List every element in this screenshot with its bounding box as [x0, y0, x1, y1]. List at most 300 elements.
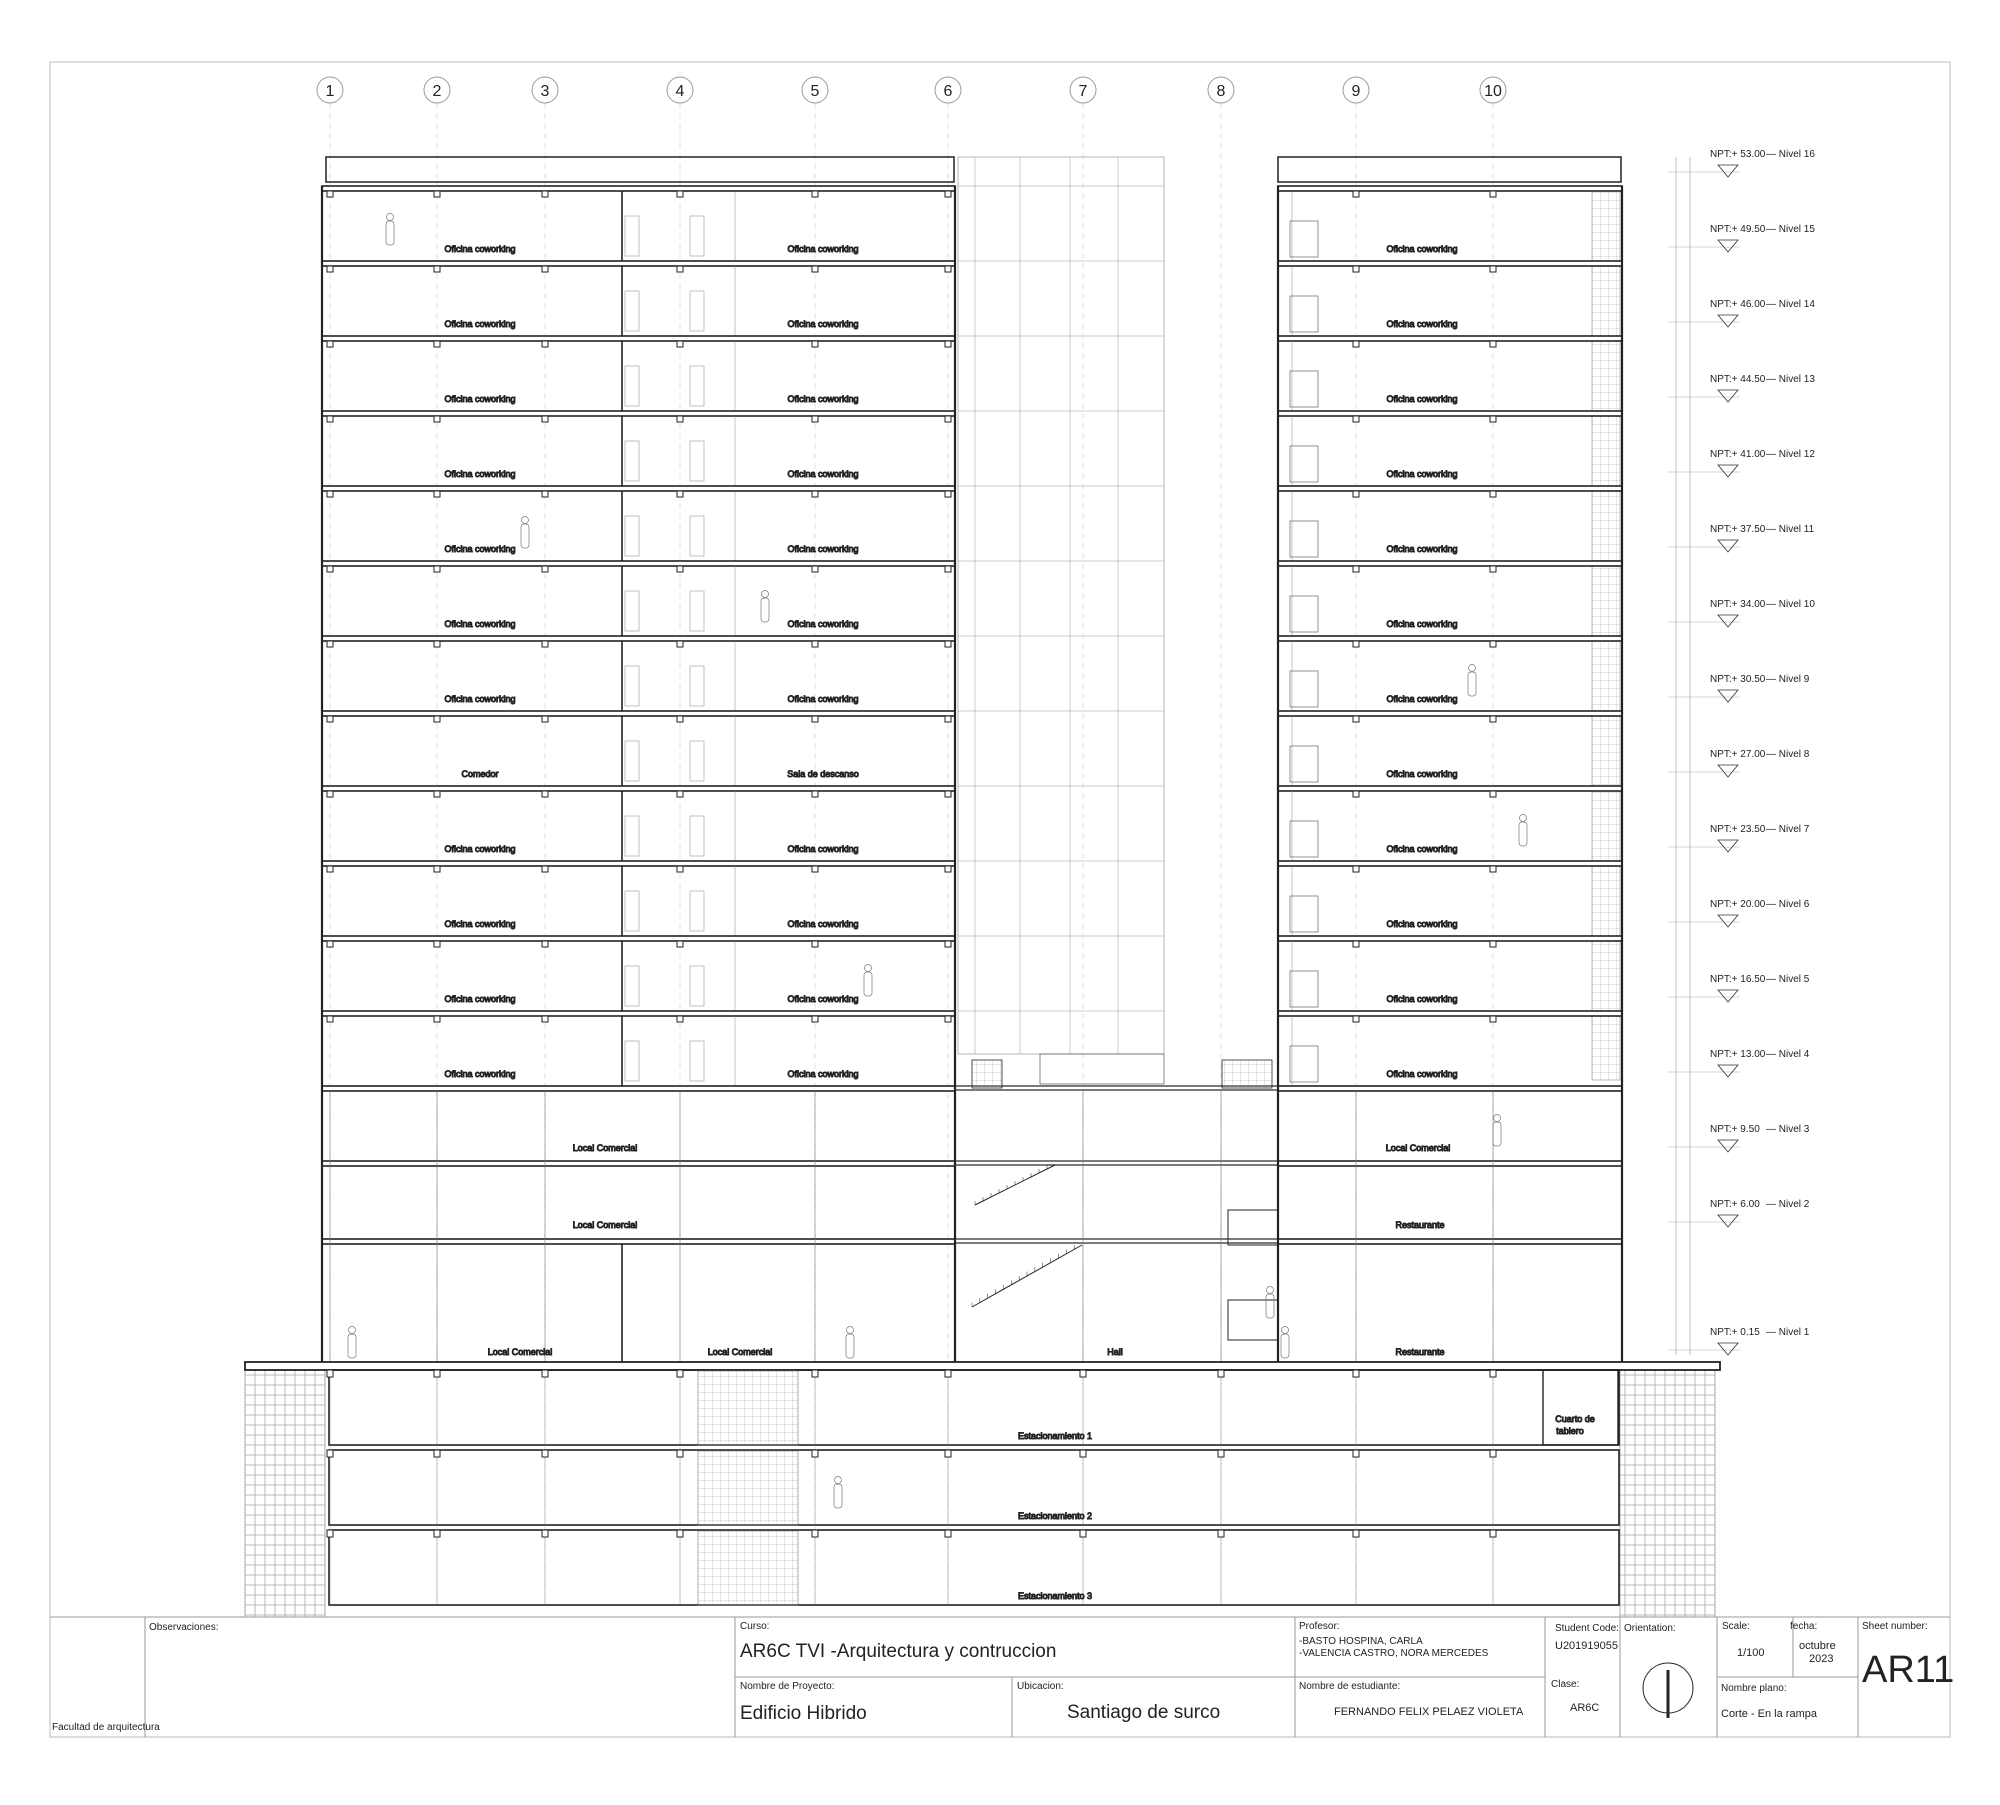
grid-axis-label: 9: [1351, 83, 1361, 100]
person-body: [1266, 1294, 1274, 1318]
level-triangle-icon: [1718, 1215, 1738, 1227]
beam: [812, 791, 818, 797]
profesor-1: -BASTO HOSPINA, CARLA: [1299, 1636, 1423, 1647]
beam: [1353, 1370, 1359, 1377]
beam: [677, 1016, 683, 1022]
room-label: Oficina coworking: [444, 244, 516, 254]
person-body: [1468, 672, 1476, 696]
level-name: — Nivel 13: [1766, 374, 1815, 385]
beam: [327, 941, 333, 947]
proyecto-label: Nombre de Proyecto:: [740, 1681, 835, 1692]
beam: [327, 1016, 333, 1022]
room-label: Oficina coworking: [444, 844, 516, 854]
beam: [542, 491, 548, 497]
beam: [327, 1530, 333, 1537]
beam: [327, 266, 333, 272]
grid-axis-label: 7: [1078, 83, 1088, 100]
beam: [677, 1530, 683, 1537]
beam: [1490, 1450, 1496, 1457]
beam: [327, 716, 333, 722]
beam: [542, 1530, 548, 1537]
beam: [327, 416, 333, 422]
room-label: Cuarto de: [1555, 1414, 1595, 1424]
beam: [812, 266, 818, 272]
room-label: Oficina coworking: [444, 394, 516, 404]
level-name: — Nivel 6: [1766, 899, 1810, 910]
room-label: Oficina coworking: [787, 244, 859, 254]
basement-level: [329, 1450, 1619, 1525]
beam: [542, 941, 548, 947]
floor-slab-left: [322, 1161, 955, 1166]
beam: [677, 416, 683, 422]
beam: [1353, 641, 1359, 647]
floor-slab-right: [1278, 1239, 1622, 1244]
level-name: — Nivel 7: [1766, 824, 1810, 835]
stair-rail: [1222, 1060, 1272, 1088]
level-triangle-icon: [1718, 390, 1738, 402]
level-name: — Nivel 11: [1766, 524, 1815, 535]
level-triangle-icon: [1718, 1343, 1738, 1355]
room-label: Oficina coworking: [787, 994, 859, 1004]
door: [625, 1041, 639, 1081]
door: [625, 441, 639, 481]
beam: [1353, 416, 1359, 422]
person-figure: [846, 1327, 854, 1359]
beam: [434, 941, 440, 947]
grid-axis-label: 4: [675, 83, 685, 100]
ramp-block: [698, 1451, 798, 1525]
beam: [1490, 641, 1496, 647]
beam: [1218, 1530, 1224, 1537]
curso-label: Curso:: [740, 1621, 770, 1632]
beam: [434, 191, 440, 197]
beam: [945, 1530, 951, 1537]
beam: [1080, 1530, 1086, 1537]
floor-slab-atrium: [955, 1239, 1278, 1243]
beam: [945, 1016, 951, 1022]
floor-slab-right: [1278, 261, 1622, 266]
level-name: — Nivel 5: [1766, 974, 1810, 985]
stair-rail: [972, 1060, 1002, 1088]
floor-slab-atrium: [955, 1161, 1278, 1165]
beam: [327, 341, 333, 347]
room-label: Oficina coworking: [444, 1069, 516, 1079]
fecha-month: octubre: [1799, 1640, 1836, 1652]
fecha-year: 2023: [1809, 1653, 1834, 1665]
beam: [1490, 491, 1496, 497]
ubicacion-value: Santiago de surco: [1067, 1702, 1221, 1723]
person-figure: [1519, 815, 1527, 847]
room-label: tablero: [1556, 1426, 1584, 1436]
beam: [1490, 1530, 1496, 1537]
room-label: Oficina coworking: [1386, 319, 1458, 329]
beam: [945, 716, 951, 722]
door: [690, 1041, 704, 1081]
beam: [542, 641, 548, 647]
room-label: Estacionamiento 2: [1017, 1511, 1093, 1521]
room-label: Local Comercial: [487, 1347, 553, 1357]
floor-slab-right: [1278, 636, 1622, 641]
beam: [542, 1450, 548, 1457]
stair: [972, 1245, 1082, 1307]
person-head: [865, 965, 872, 972]
beam: [1218, 1370, 1224, 1377]
beam: [945, 566, 951, 572]
beam: [945, 266, 951, 272]
door: [690, 966, 704, 1006]
estudiante-value: FERNANDO FELIX PELAEZ VIOLETA: [1334, 1706, 1524, 1718]
door: [690, 366, 704, 406]
beam: [1080, 1450, 1086, 1457]
beam: [812, 1016, 818, 1022]
floor-slab-left: [322, 561, 955, 566]
beam: [1490, 1016, 1496, 1022]
beam: [812, 1450, 818, 1457]
level-elevation: NPT:+ 53.00: [1710, 149, 1766, 160]
north-arrow-icon: [1643, 1663, 1693, 1718]
level-triangle-icon: [1718, 1140, 1738, 1152]
room-label: Oficina coworking: [444, 319, 516, 329]
beam: [945, 641, 951, 647]
person-body: [386, 221, 394, 245]
room-label: Oficina coworking: [1386, 394, 1458, 404]
beam: [434, 1450, 440, 1457]
beam: [812, 866, 818, 872]
ground-slab: [245, 1362, 1720, 1370]
room-label: Comedor: [461, 769, 499, 779]
level-name: — Nivel 2: [1766, 1199, 1810, 1210]
level-elevation: NPT:+ 34.00: [1710, 599, 1766, 610]
ramp-block: [698, 1531, 798, 1605]
beam: [542, 716, 548, 722]
door: [690, 891, 704, 931]
person-body: [521, 524, 529, 548]
curso-value: AR6C TVI -Arquitectura y contruccion: [740, 1641, 1057, 1662]
room-label: Oficina coworking: [787, 469, 859, 479]
beam: [327, 1370, 333, 1377]
beam: [1490, 266, 1496, 272]
person-head: [1469, 665, 1476, 672]
ubicacion-label: Ubicacion:: [1017, 1681, 1064, 1692]
floor-slab-right: [1278, 861, 1622, 866]
beam: [1353, 266, 1359, 272]
door: [1290, 896, 1318, 932]
soil-left: [245, 1370, 325, 1617]
beam: [677, 266, 683, 272]
person-figure: [864, 965, 872, 997]
beam: [434, 491, 440, 497]
profesor-label: Profesor:: [1299, 1621, 1340, 1632]
room-label: Oficina coworking: [1386, 469, 1458, 479]
floor-slab-left: [322, 186, 955, 191]
floor-slab-left: [322, 1011, 955, 1016]
beam: [677, 566, 683, 572]
beam: [327, 866, 333, 872]
room-label: Oficina coworking: [1386, 769, 1458, 779]
beam: [1490, 191, 1496, 197]
beam: [434, 1016, 440, 1022]
level-triangle-icon: [1718, 615, 1738, 627]
beam: [1490, 341, 1496, 347]
room-label: Oficina coworking: [787, 319, 859, 329]
beam: [327, 566, 333, 572]
person-figure: [386, 214, 394, 246]
person-figure: [1281, 1327, 1289, 1359]
roof-parapet-right: [1278, 157, 1621, 182]
person-head: [1520, 815, 1527, 822]
beam: [542, 191, 548, 197]
room-label: Oficina coworking: [1386, 544, 1458, 554]
room-label: Oficina coworking: [787, 694, 859, 704]
door: [625, 366, 639, 406]
person-figure: [348, 1327, 356, 1359]
beam: [812, 191, 818, 197]
door: [625, 516, 639, 556]
floor-slab-right: [1278, 936, 1622, 941]
floor-slab-right: [1278, 561, 1622, 566]
sheet-number-label: Sheet number:: [1862, 1621, 1928, 1632]
beam: [677, 491, 683, 497]
person-body: [761, 598, 769, 622]
beam: [1490, 941, 1496, 947]
beam: [1080, 1370, 1086, 1377]
person-figure: [1266, 1287, 1274, 1319]
glass-curtain: [958, 157, 1164, 1054]
door: [690, 216, 704, 256]
beam: [1490, 716, 1496, 722]
grid-axis-label: 5: [810, 83, 820, 100]
beam: [1353, 191, 1359, 197]
floor-slab-left: [322, 936, 955, 941]
beam: [434, 416, 440, 422]
beam: [812, 566, 818, 572]
room-label: Oficina coworking: [1386, 994, 1458, 1004]
observaciones-label: Observaciones:: [149, 1622, 219, 1633]
room-label: Oficina coworking: [1386, 244, 1458, 254]
door: [625, 816, 639, 856]
level-triangle-icon: [1718, 690, 1738, 702]
level-elevation: NPT:+ 44.50: [1710, 374, 1766, 385]
beam: [434, 566, 440, 572]
beam: [945, 791, 951, 797]
room-label: Oficina coworking: [787, 919, 859, 929]
beam: [677, 1450, 683, 1457]
person-body: [846, 1334, 854, 1358]
faculty-label: Facultad de arquitectura: [52, 1722, 160, 1733]
level-markers: [1668, 149, 1815, 1355]
grid-axis-label: 10: [1484, 83, 1502, 100]
beam: [677, 791, 683, 797]
floor-slab-right: [1278, 1086, 1622, 1091]
floor-slab-right: [1278, 1161, 1622, 1166]
beam: [945, 866, 951, 872]
floor-slab-left: [322, 1086, 955, 1091]
floor-slab-right: [1278, 786, 1622, 791]
stair-landing: [1228, 1300, 1278, 1340]
level-elevation: NPT:+ 0.15: [1710, 1327, 1760, 1338]
beam: [327, 641, 333, 647]
level-name: — Nivel 8: [1766, 749, 1810, 760]
level-elevation: NPT:+ 46.00: [1710, 299, 1766, 310]
door: [1290, 446, 1318, 482]
level-elevation: NPT:+ 27.00: [1710, 749, 1766, 760]
room-label: Oficina coworking: [1386, 919, 1458, 929]
beam: [327, 191, 333, 197]
room-label: Oficina coworking: [444, 994, 516, 1004]
door: [1290, 296, 1318, 332]
beam: [945, 1370, 951, 1377]
beam: [1353, 566, 1359, 572]
beam: [1353, 941, 1359, 947]
student-code-label: Student Code:: [1555, 1623, 1619, 1634]
floor-slab-left: [322, 1239, 955, 1244]
beam: [1490, 791, 1496, 797]
door: [1290, 221, 1318, 257]
door: [625, 966, 639, 1006]
floor-slab-right: [1278, 711, 1622, 716]
beam: [812, 716, 818, 722]
fecha-label: fecha:: [1790, 1621, 1818, 1632]
beam: [1353, 791, 1359, 797]
beam: [434, 1370, 440, 1377]
room-label: Local Comercial: [572, 1220, 638, 1230]
basement-level: [329, 1530, 1619, 1605]
floor-slab-left: [322, 411, 955, 416]
floor-slab-left: [322, 786, 955, 791]
beam: [945, 491, 951, 497]
level-elevation: NPT:+ 23.50: [1710, 824, 1766, 835]
titleblock-frame: [50, 1617, 1950, 1737]
level-name: — Nivel 12: [1766, 449, 1815, 460]
beam: [945, 1450, 951, 1457]
door: [625, 291, 639, 331]
door: [1290, 1046, 1318, 1082]
level-name: — Nivel 4: [1766, 1049, 1810, 1060]
beam: [812, 491, 818, 497]
beam: [945, 416, 951, 422]
floor-slab-left: [322, 861, 955, 866]
stair: [975, 1165, 1055, 1205]
door: [690, 441, 704, 481]
level-elevation: NPT:+ 9.50: [1710, 1124, 1760, 1135]
room-label: Oficina coworking: [787, 619, 859, 629]
level-name: — Nivel 16: [1766, 149, 1815, 160]
person-figure: [761, 591, 769, 623]
door: [1290, 596, 1318, 632]
person-body: [864, 972, 872, 996]
floor-slab-left: [322, 261, 955, 266]
beam: [542, 266, 548, 272]
scale-value: 1/100: [1737, 1647, 1765, 1659]
beam: [434, 641, 440, 647]
person-body: [1519, 822, 1527, 846]
level-name: — Nivel 14: [1766, 299, 1815, 310]
room-label: Local Comercial: [572, 1143, 638, 1153]
beam: [542, 791, 548, 797]
beam: [434, 716, 440, 722]
room-label: Restaurante: [1395, 1347, 1445, 1357]
room-label: Oficina coworking: [444, 544, 516, 554]
door: [625, 891, 639, 931]
beam: [677, 341, 683, 347]
grid-axis-label: 8: [1216, 83, 1226, 100]
beam: [542, 1370, 548, 1377]
door: [625, 741, 639, 781]
beam: [812, 1530, 818, 1537]
clase-label: Clase:: [1551, 1679, 1580, 1690]
level-name: — Nivel 9: [1766, 674, 1810, 685]
door: [690, 591, 704, 631]
beam: [327, 491, 333, 497]
door: [1290, 821, 1318, 857]
beam: [542, 1016, 548, 1022]
floor-slab-right: [1278, 486, 1622, 491]
beam: [945, 941, 951, 947]
level-elevation: NPT:+ 30.50: [1710, 674, 1766, 685]
person-head: [835, 1477, 842, 1484]
level-elevation: NPT:+ 49.50: [1710, 224, 1766, 235]
level-triangle-icon: [1718, 1065, 1738, 1077]
beam: [1490, 566, 1496, 572]
beam: [812, 941, 818, 947]
grid-axis-label: 1: [325, 83, 335, 100]
room-label: Local Comercial: [1385, 1143, 1451, 1153]
plano-value: Corte - En la rampa: [1721, 1708, 1817, 1720]
level-triangle-icon: [1718, 915, 1738, 927]
proyecto-value: Edificio Hibrido: [740, 1703, 867, 1724]
beam: [434, 791, 440, 797]
level-triangle-icon: [1718, 465, 1738, 477]
beam: [542, 341, 548, 347]
door: [1290, 521, 1318, 557]
beam: [1490, 1370, 1496, 1377]
beam: [677, 641, 683, 647]
floor-slab-right: [1278, 336, 1622, 341]
beam: [1353, 716, 1359, 722]
level-triangle-icon: [1718, 990, 1738, 1002]
floor-slab-right: [1278, 411, 1622, 416]
level-triangle-icon: [1718, 315, 1738, 327]
level-triangle-icon: [1718, 240, 1738, 252]
level-elevation: NPT:+ 13.00: [1710, 1049, 1766, 1060]
student-code-value: U201919055: [1555, 1640, 1619, 1652]
person-head: [1494, 1115, 1501, 1122]
clase-value: AR6C: [1570, 1702, 1600, 1714]
level-elevation: NPT:+ 6.00: [1710, 1199, 1760, 1210]
level-elevation: NPT:+ 20.00: [1710, 899, 1766, 910]
door: [690, 816, 704, 856]
beam: [434, 341, 440, 347]
beam: [542, 416, 548, 422]
beam: [677, 866, 683, 872]
beam: [812, 416, 818, 422]
level-name: — Nivel 3: [1766, 1124, 1810, 1135]
level-triangle-icon: [1718, 165, 1738, 177]
beam: [434, 866, 440, 872]
beam: [677, 716, 683, 722]
level-triangle-icon: [1718, 540, 1738, 552]
person-head: [349, 1327, 356, 1334]
grid-axis-label: 6: [943, 83, 953, 100]
person-body: [348, 1334, 356, 1358]
beam: [1353, 1450, 1359, 1457]
grid-bubbles: [317, 77, 1506, 103]
beam: [1218, 1450, 1224, 1457]
room-label: Local Comercial: [707, 1347, 773, 1357]
floor-slab-right: [1278, 186, 1622, 191]
person-figure: [521, 517, 529, 549]
person-head: [762, 591, 769, 598]
